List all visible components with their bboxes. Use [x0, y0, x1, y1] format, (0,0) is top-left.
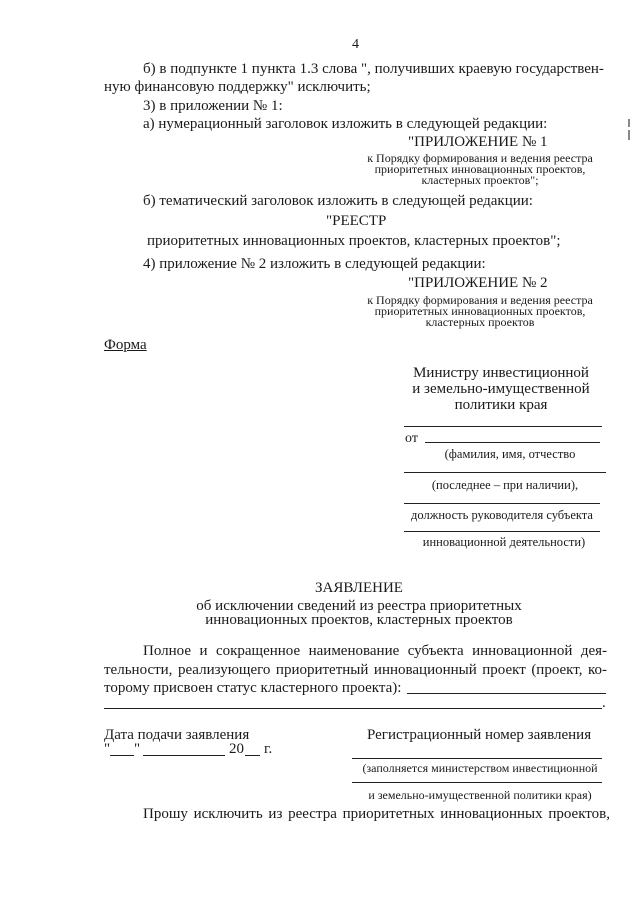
page-number: 4: [352, 37, 359, 52]
addressee-underline-3: [404, 503, 600, 504]
body-fill-line-2: [104, 708, 602, 709]
registry-subtitle: приоритетных инновационных проектов, кластерных проектов";: [147, 233, 561, 249]
registry-title: "РЕЕСТР: [326, 213, 387, 229]
date-year-prefix: 20: [229, 741, 244, 757]
para-b-line1: б) в подпункте 1 пункта 1.3 слова ", получивших краевую государствен-: [143, 61, 604, 77]
date-day-line: [110, 755, 134, 756]
position-hint: должность руководителя субъекта: [411, 508, 593, 522]
appendix-2-title: "ПРИЛОЖЕНИЕ № 2: [408, 275, 548, 291]
scan-edge-mark: [628, 119, 630, 127]
appendix-2-line3: кластерных проектов: [425, 315, 535, 329]
statement-title: ЗАЯВЛЕНИЕ: [315, 580, 403, 596]
para-b2: б) тематический заголовок изложить в следующей редакции:: [143, 193, 533, 209]
addressee-line1: Министру инвестиционной: [413, 365, 589, 381]
para-4: 4) приложение № 2 изложить в следующей редакции:: [143, 256, 486, 272]
appendix-2-line1: к Порядку формирования и ведения реестра: [367, 293, 593, 307]
form-label: Форма: [104, 337, 147, 353]
patronymic-hint: (последнее – при наличии),: [431, 478, 579, 492]
para-a: а) нумерационный заголовок изложить в следующей редакции:: [143, 116, 548, 132]
reg-hint-line: [352, 782, 602, 783]
reg-number-label: Регистрационный номер заявления: [367, 727, 592, 743]
date-quote-open: ": [104, 741, 111, 757]
statement-subtitle-2: инновационных проектов, кластерных проектов: [205, 612, 513, 628]
addressee-line3: политики края: [454, 397, 548, 413]
appendix-1-line2: приоритетных инновационных проектов,: [374, 162, 586, 176]
para-b-line2: ную финансовую поддержку" исключить;: [104, 79, 371, 95]
innovation-hint: инновационной деятельности): [422, 535, 586, 549]
date-quote-close: ": [134, 741, 141, 757]
last-para: Прошу исключить из реестра приоритетных инновационных проектов,: [143, 806, 610, 822]
statement-subtitle-1: об исключении сведений из реестра приоритетных: [196, 598, 522, 614]
appendix-1-line1: к Порядку формирования и ведения реестра: [367, 151, 593, 165]
addressee-underline-2: [404, 472, 606, 473]
date-year-line: [245, 755, 260, 756]
body-para-line2: тельности, реализующего приоритетный инновационный проект (проект, ко-: [104, 662, 607, 678]
addressee-underline-1: [404, 426, 602, 427]
body-fill-line-1: [407, 693, 606, 694]
appendix-1-line3: кластерных проектов";: [421, 173, 539, 187]
reg-hint-1: (заполняется министерством инвестиционной: [362, 761, 598, 775]
date-year-suffix: г.: [264, 741, 273, 757]
appendix-1-title: "ПРИЛОЖЕНИЕ № 1: [408, 134, 548, 150]
from-label: от: [405, 431, 418, 446]
reg-hint-2: и земельно-имущественной политики края): [368, 788, 592, 802]
scan-edge-mark: [628, 130, 630, 140]
addressee-line2: и земельно-имущественной: [412, 381, 590, 397]
fio-hint: (фамилия, имя, отчество: [444, 447, 576, 461]
body-para-line1: Полное и сокращенное наименование субъекта инновационной дея-: [143, 643, 607, 659]
date-month-line: [143, 755, 225, 756]
date-label: Дата подачи заявления: [104, 727, 250, 743]
appendix-2-line2: приоритетных инновационных проектов,: [374, 304, 586, 318]
body-para-end: .: [602, 695, 606, 711]
reg-number-line: [352, 758, 602, 759]
para-3: 3) в приложении № 1:: [143, 98, 283, 114]
addressee-underline-4: [404, 531, 600, 532]
from-underline: [425, 442, 600, 443]
body-para-line3: торому присвоен статус кластерного проекта):: [104, 680, 402, 696]
